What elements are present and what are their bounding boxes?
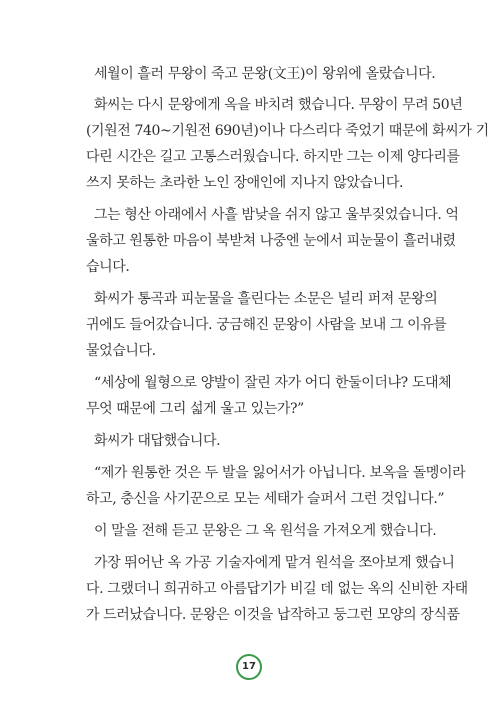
- page-number: 17: [236, 654, 262, 680]
- text-line: 화씨는 다시 문왕에게 옥을 바치려 했습니다. 무왕이 무려 50년: [94, 97, 463, 113]
- text-line: 물었습니다.: [86, 343, 156, 359]
- text-line: 무엇 때문에 그리 섧게 울고 있는가?”: [86, 401, 304, 417]
- text-line: 그는 형산 아래에서 사흘 밤낮을 쉬지 않고 울부짖었습니다. 억: [94, 207, 459, 223]
- text-line: 이 말을 전해 듣고 문왕은 그 옥 원석을 가져오게 했습니다.: [94, 523, 437, 539]
- text-line: 가장 뛰어난 옥 가공 기술자에게 맡겨 원석을 쪼아보게 했습니: [94, 555, 455, 571]
- text-line: 화씨가 대답했습니다.: [94, 433, 221, 449]
- text-line: 하고, 충신을 사기꾼으로 모는 세태가 슬퍼서 그런 것입니다.”: [86, 491, 445, 507]
- text-line: 습니다.: [86, 259, 130, 275]
- text-line: 화씨가 통곡과 피눈물을 흘린다는 소문은 널리 퍼져 문왕의: [94, 291, 438, 307]
- text-line: 다. 그랬더니 희귀하고 아름답기가 비길 데 없는 옥의 신비한 자태: [86, 581, 468, 597]
- text-line: 다린 시간은 길고 고통스러웠습니다. 하지만 그는 이제 양다리를: [86, 149, 460, 165]
- text-line: 쓰지 못하는 초라한 노인 장애인에 지나지 않았습니다.: [86, 175, 404, 191]
- text-line: 가 드러났습니다. 문왕은 이것을 납작하고 둥그런 모양의 장식품: [86, 607, 460, 623]
- text-line: 세월이 흘러 무왕이 죽고 문왕(文王)이 왕위에 올랐습니다.: [94, 66, 436, 82]
- text-line: 울하고 원통한 마음이 북받쳐 나중엔 눈에서 피눈물이 흘러내렸: [86, 233, 456, 249]
- text-line: 귀에도 들어갔습니다. 궁금해진 문왕이 사람을 보내 그 이유를: [86, 317, 447, 333]
- text-line: “세상에 월형으로 양발이 잘린 자가 어디 한둘이더냐? 도대체: [94, 375, 452, 391]
- text-line: “제가 원통한 것은 두 발을 잃어서가 아닙니다. 보옥을 돌멩이라: [94, 465, 466, 481]
- text-line: (기원전 740~기원전 690년)이나 다스리다 죽었기 때문에 화씨가 기: [86, 123, 489, 139]
